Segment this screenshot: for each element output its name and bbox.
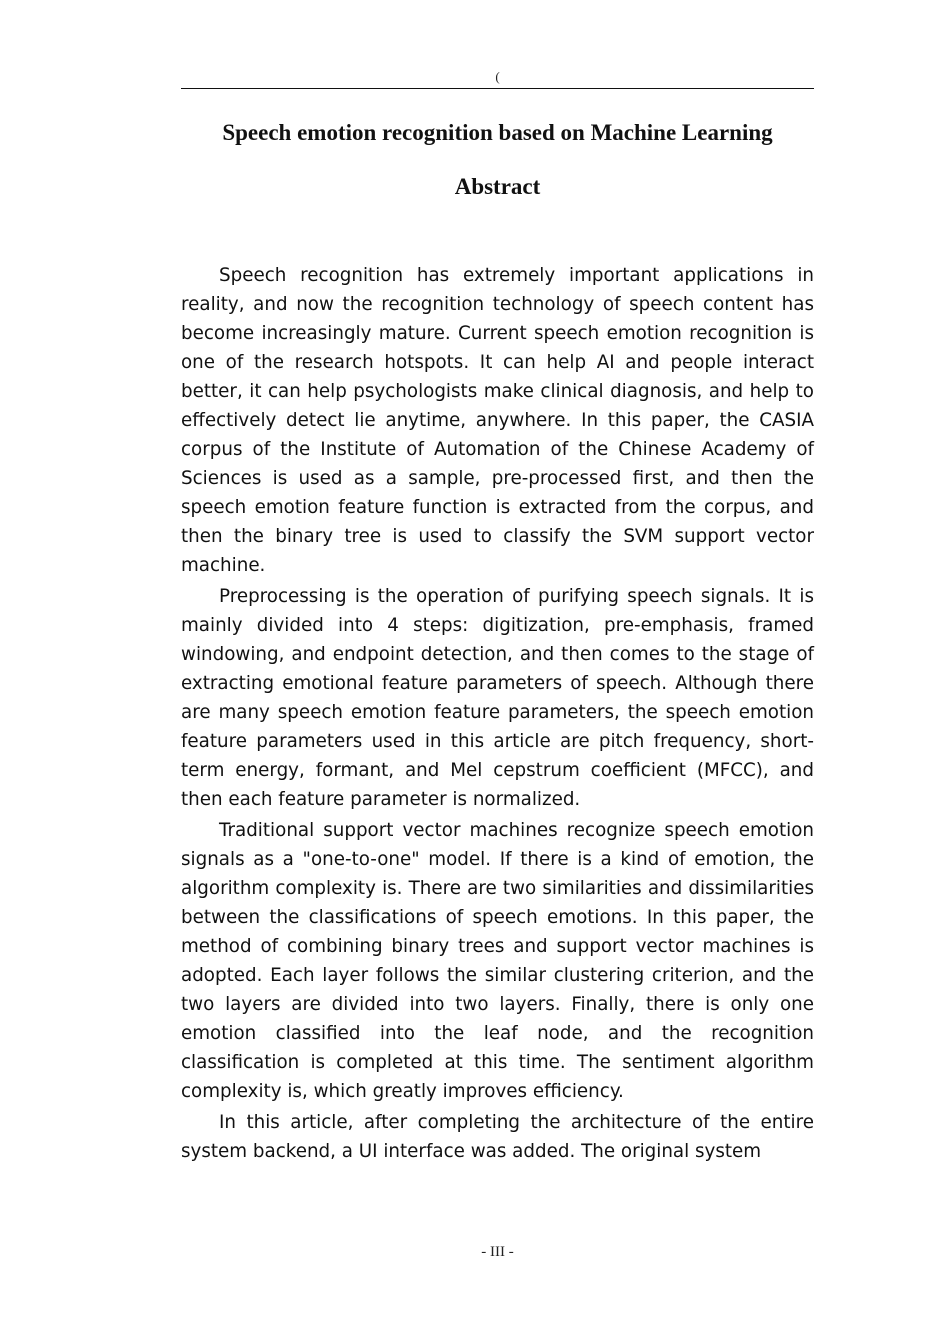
- abstract-heading: Abstract: [454, 174, 541, 199]
- header-rule: [181, 88, 814, 89]
- abstract-paragraph-3: Traditional support vector machines recognize speech emotion signals as a "one-to-one" model. If there is a kind of emotion, the algorithm complexity is. There are two similarities and dissimilarities between the classifications of speech emotions. In this paper, the method of combining binary trees and support vector machines is adopted. Each layer follows the similar clustering criterion, and the two layers are divided into two layers. Finally, there is only one emotion classified into the leaf node, and the recognition classification is completed at this time. The sentiment algorithm complexity is, which greatly improves efficiency.: [181, 820, 814, 1102]
- abstract-paragraph-1: Speech recognition has extremely important applications in reality, and now the recognition technology of speech content has become increasingly mature. Current speech emotion recognition is one of the research hotspots. It can help AI and people interact better, it can help psychologists make clinical diagnosis, and help to effectively detect lie anytime, anywhere. In this paper, the CASIA corpus of the Institute of Automation of the Chinese Academy of Sciences is used as a sample, pre-processed first, and then the speech emotion feature function is extracted from the corpus, and then the binary tree is used to classify the SVM support vector machine.: [181, 265, 814, 576]
- paper-title: Speech emotion recognition based on Machine Learning: [222, 120, 773, 145]
- header-mark: (: [495, 69, 500, 84]
- abstract-paragraph-2: Preprocessing is the operation of purifying speech signals. It is mainly divided into 4 steps: digitization, pre-emphasis, framed windowing, and endpoint detection, and then comes to the stage of extracting emotional feature parameters of speech. Although there are many speech emotion feature parameters, the speech emotion feature parameters used in this article are pitch frequency, short-term energy, formant, and Mel cepstrum coefficient (MFCC), and then each feature parameter is normalized.: [181, 586, 814, 810]
- page-number: - III -: [481, 1244, 514, 1260]
- abstract-paragraph-4: In this article, after completing the architecture of the entire system backend, a UI interface was added. The original system: [181, 1112, 814, 1162]
- abstract-body: [181, 261, 814, 1168]
